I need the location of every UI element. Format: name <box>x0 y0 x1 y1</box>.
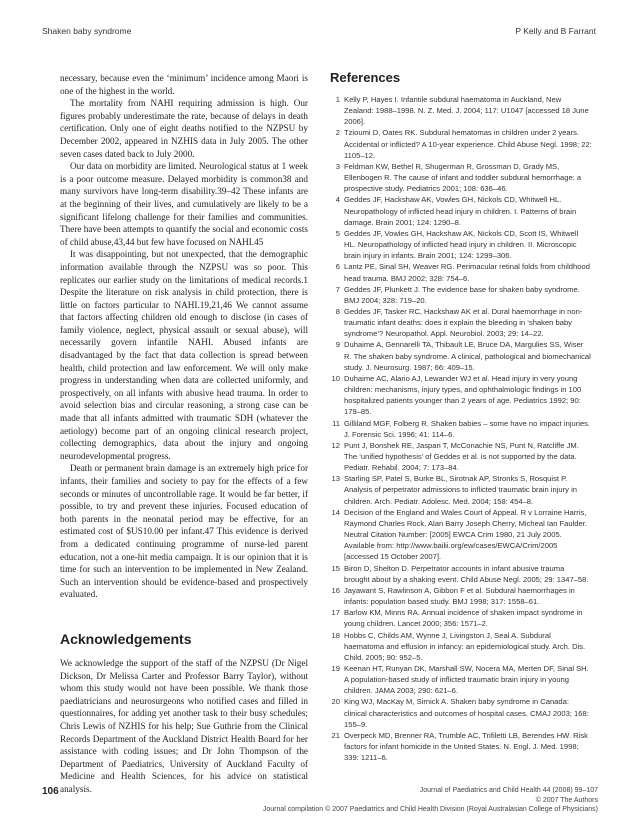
acknowledgements-text: We acknowledge the support of the staff of the NZPSU (Dr Nigel Dickson, Dr Melissa Carter and Professor Barry Taylor), without whom this study would not have been possible. We thank those paediatricians and neurosurgeons who notified cases and filled in questionnaires, for adding yet another task to their busy schedules; Chris Lewis of NZHIS for his help; Sue Guthrie from the Clinical Records Department of the Auckland District Health Board for her assistance with coding issues; and Dr John Thompson of the Department of Paediatrics, University of Auckland Faculty of Medicine and Health Sciences, for his advice on statistical analysis. <box>60 657 308 794</box>
reference-number: 16 <box>331 585 340 595</box>
reference-item <box>330 585 592 607</box>
reference-item <box>330 339 592 372</box>
reference-item <box>330 284 592 306</box>
reference-item <box>330 94 592 127</box>
reference-number: 3 <box>335 161 340 171</box>
reference-text: Lantz PE, Sinal SH, Weaver RG. Perimacular retinal folds from childhood head trauma. BMJ 2002; 328: 754–6. <box>344 262 590 283</box>
reference-number: 14 <box>331 507 340 517</box>
reference-text: Overpeck MD, Brenner RA, Trumble AC, Trifiletti LB, Berendes HW. Risk factors for infant homicide in the United States. N. Engl. J. Med. 1998; 339: 1211–6. <box>344 730 588 763</box>
reference-number: 10 <box>331 373 340 383</box>
reference-item <box>330 261 592 283</box>
compilation-line: Journal compilation © 2007 Paediatrics and Child Health Division (Royal Australasian College of Physicians) <box>262 806 598 814</box>
reference-number: 12 <box>331 440 340 450</box>
reference-item <box>330 730 592 763</box>
reference-item <box>330 663 592 696</box>
reference-item <box>330 127 592 160</box>
reference-list <box>330 94 592 763</box>
reference-text: Jayawant S, Rawlinson A, Gibbon F et al. Subdural haemorrhages in infants: population based study. BMJ 1998; 317: 1558–61. <box>344 585 575 607</box>
body-paragraph: necessary, because even the ‘minimum’ incidence among Maori is one of the highest in the world. <box>60 73 308 96</box>
reference-number: 2 <box>335 128 340 138</box>
reference-text: Tzioumi D, Oates RK. Subdural hematomas in children under 2 years. Accidental or inflicted? A 10-year experience. Child Abuse Negl. 1998; 22: 1105–12. <box>344 128 592 160</box>
reference-number: 7 <box>335 284 340 294</box>
reference-item <box>330 228 592 261</box>
reference-text: King WJ, MacKay M, Sirnick A. Shaken baby syndrome in Canada: clinical characteristics and outcomes of hospital cases. CMAJ 2003; 168: 155–9. <box>344 697 589 729</box>
reference-text: Starling SP, Patel S, Burke BL, Sirotnak AP, Stronks S, Rosquist P. Analysis of perpetrator admissions to inflicted traumatic brain injury in children. Arch. Pediatr. Adolesc. Med. 2004; 158: 454–8. <box>344 474 577 506</box>
page-number: 106 <box>42 786 59 797</box>
reference-text: Hobbs C, Childs AM, Wynne J, Livingston J, Seal A. Subdural haematoma and effusion in infancy: an epidemiological study. Arch. Dis. Child. 2005; 90: 952–5. <box>344 630 586 662</box>
reference-number: 8 <box>335 306 340 316</box>
reference-text: Feldman KW, Bethel R, Shugerman R, Grossman D, Grady MS, Ellenbogen R. The cause of infant and toddler subdural hemorrhage: a prospective study. Pediatrics 2001; 108: 636–46. <box>344 161 582 194</box>
reference-number: 6 <box>335 262 340 272</box>
references-heading: References <box>330 70 401 85</box>
reference-number: 17 <box>331 608 340 618</box>
reference-number: 18 <box>331 630 340 640</box>
body-paragraph: Death or permanent brain damage is an extremely high price for infants, their families and society to pay for the effects of a few seconds or minutes of uncontrollable rage. It would be far better, if possible, to try and prevent these injuries. Focused education of both parents in the neonatal period may be effective, for an estimated cost of $US10.00 per infant.47 This evidence is derived from a dedicated continuing programme of nurse-led parent education, not a one-hit media campaign. It is our opinion that it is time for such an intervention to be implemented in New Zealand. Such an intervention should be evidence-based and prospectively evaluated. <box>60 463 308 600</box>
reference-item <box>330 696 592 729</box>
reference-text: Kelly P, Hayes I. Infantile subdural haematoma in Auckland, New Zealand: 1988–1998. N. Z. Med. J. 2004; 117: U1047 [accessed 18 June 2006]. <box>344 95 589 127</box>
reference-item <box>330 607 592 629</box>
reference-text: Decision of the England and Wales Court of Appeal. R v Lorraine Harris, Raymond Charles Rock, Alan Barry Joseph Cherry, Micheal Ian Faulder. Neutral Citation Number: [2005] EWCA Crim 1980, 21 July 2005. Available from: http://www.bailii.org/ew/cases/EWCA/Crim/2005 [accessed 15 October 2007]. <box>344 507 587 562</box>
running-head-title: Shaken baby syndrome <box>42 26 132 36</box>
reference-number: 1 <box>335 95 340 104</box>
running-head-authors: P Kelly and B Farrant <box>515 26 596 36</box>
reference-text: Geddes JF, Vowles GH, Hackshaw AK, Nickols CD, Scott IS, Whitwell HL. Neuropathology of inflicted head injury in children. II. Microscopic brain injury in infants. Brain 2001; 124: 1299–306. <box>344 228 579 261</box>
reference-number: 9 <box>335 340 340 350</box>
reference-item <box>330 507 592 563</box>
reference-text: Barlow KM, Minns RA. Annual incidence of shaken impact syndrome in young children. Lancet 2000; 356: 1571–2. <box>344 608 583 629</box>
body-column <box>60 72 308 795</box>
reference-text: Duhaime AC, Alario AJ, Lewander WJ et al. Head injury in very young children: mechanisms, injury types, and ophthalmologic findings in 100 hospitalized patients younger than 2 years of age. Pediatrics 1992; 90: 179–85. <box>344 373 582 417</box>
references-column <box>330 70 592 763</box>
reference-text: Geddes JF, Hackshaw AK, Vowles GH, Nickols CD, Whitwell HL. Neuropathology of inflicted head injury in children. I. Patterns of brain damage. Brain 2001; 124: 1290–8. <box>344 195 577 227</box>
reference-text: Keenan HT, Runyan DK, Marshall SW, Nocera MA, Merten DF, Sinal SH. A population-based study of inflicted traumatic brain injury in young children. JAMA 2003; 290: 621–6. <box>344 663 589 696</box>
reference-item <box>330 418 592 440</box>
reference-text: Geddes JF, Plunkett J. The evidence base for shaken baby syndrome. BMJ 2004; 328: 719–20. <box>344 284 580 305</box>
body-paragraph: The mortality from NAHI requiring admission is high. Our figures probably underestimate the rate, because of delays in death certification. Only one of eight deaths notified to the NZPSU by December 2002, appeared in NZHIS data in July 2005. The other seven cases dated back to July 2000. <box>60 98 308 159</box>
reference-item <box>330 630 592 663</box>
reference-number: 11 <box>332 418 340 428</box>
journal-citation: Journal of Paediatrics and Child Health 44 (2008) 99–107 <box>419 787 598 794</box>
reference-number: 13 <box>331 474 340 484</box>
reference-text: Punt J, Bonshek RE, Jaspan T, McConachie NS, Punt N, Ratcliffe JM. The ‘unified hypothesis’ of Geddes et al. is not supported by the data. Pediatr. Rehabil. 2004; 7: 173–84. <box>344 440 579 473</box>
reference-text: Duhaime A, Gennarelli TA, Thibault LE, Bruce DA, Margulies SS, Wiser R. The shaken baby syndrome. A clinical, pathological and biomechanical study. J. Neurosurg. 1987; 66: 409–15. <box>344 340 591 372</box>
reference-item <box>330 373 592 418</box>
reference-item <box>330 306 592 339</box>
body-paragraph: Our data on morbidity are limited. Neurological status at 1 week is a poor outcome measure. Delayed morbidity is common38 and many survivors have long-term disability.39–42 These infants are at the beginning of their lives, and cumulatively are likely to be a significant lifelong challenge for their families and communities. There have been attempts to quantify the social and economic costs of child abuse,43,44 but few have focused on NAHI.45 <box>60 161 308 247</box>
reference-item <box>330 563 592 585</box>
acknowledgements-heading: Acknowledgements <box>60 630 192 647</box>
reference-text: Geddes JF, Tasker RC, Hackshaw AK et al. Dural haemorrhage in non-traumatic infant deaths: does it explain the bleeding in ‘shaken baby syndrome’? Neuropathol. Appl. Neurobiol. 2003; 29: 14–22. <box>344 306 583 339</box>
reference-item <box>330 440 592 473</box>
reference-number: 21 <box>331 730 340 740</box>
reference-item <box>330 194 592 227</box>
reference-number: 20 <box>331 697 340 707</box>
reference-item <box>330 473 592 506</box>
copyright-line: © 2007 The Authors <box>535 796 598 804</box>
reference-text: Biron D, Shelton D. Perpetrator accounts in infant abusive trauma brought about by a shaking event. Child Abuse Negl. 2005; 29: 1347–58. <box>344 563 589 584</box>
journal-footer <box>178 786 598 815</box>
reference-text: Gilliland MGF, Folberg R. Shaken babies – some have no impact injuries. J. Forensic Sci. 1996; 41: 114–6. <box>344 418 591 439</box>
reference-number: 15 <box>331 563 340 573</box>
reference-item <box>330 161 592 194</box>
reference-number: 4 <box>335 195 340 205</box>
reference-number: 19 <box>331 663 340 673</box>
reference-number: 5 <box>335 228 340 238</box>
body-paragraph: It was disappointing, but not unexpected, that the demographic information available through the NZPSU was so poor. This replicates our earlier study on the limitations of medical records.1 Despite the literature on risk analysis in child protection, there is little on factors particular to NAHI.19,21,46 We cannot assume that factors affecting children old enough to disclose (in cases of family violence, neglect, physical assault or sexual abuse), will necessarily govern infantile NAHI. Abused infants are disadvantaged by the fact that data collection is spread between health, child protection and law enforcement. We will only make progress in understanding when data are collected uniformly, and prospectively, on all infants with abusive head trauma. In order to avoid selection bias and circular reasoning, a strong case can be made that all infants admitted with traumatic SDH (whatever the aetiology) become part of an ongoing clinical research project, collecting demographics, data about the injury and ongoing neurodevelopmental progress. <box>60 249 308 461</box>
